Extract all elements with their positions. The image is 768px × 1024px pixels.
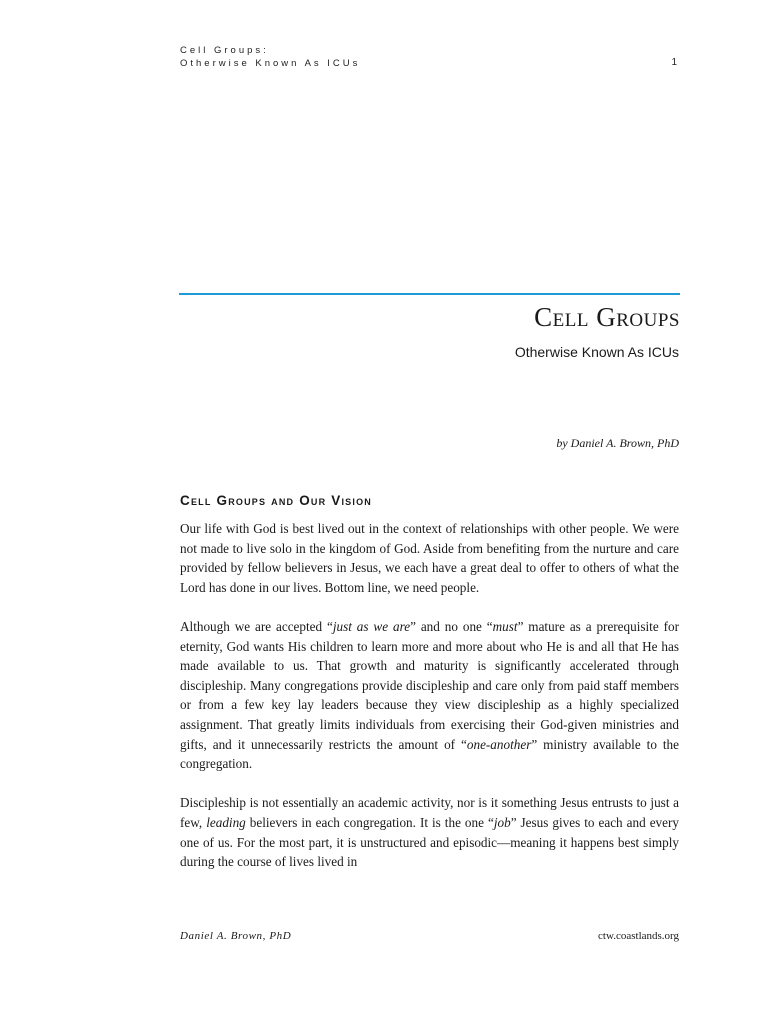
text-run: ” ministry available to the congregation. [180,736,679,772]
page-number: 1 [671,57,677,68]
text-run: Although we are accepted “ [180,618,333,634]
emphasis-text: just as we are [332,618,411,634]
emphasis-text: job [493,814,511,830]
paragraph-3 [180,793,679,871]
footer-website[interactable]: ctw.coastlands.org [598,930,679,942]
body-text [180,519,679,891]
text-run: Discipleship is not essentially an academic activity, nor is it something Jesus entrusts to just a few, [180,795,679,830]
running-title-line-1: Cell Groups: [180,45,269,56]
text-run: believers in each congregation. It is the one “ [245,814,494,830]
emphasis-text: leading [206,814,246,830]
text-run: ” Jesus gives to each and every one of us. For the most part, it is unstructured and episodic—meaning it happens best simply during the course of lives lived in [180,814,679,870]
document-subtitle: Otherwise Known As ICUs [514,344,679,360]
text-run: ” mature as a prerequisite for eternity, God wants His children to learn more and more about who He is and all that He has made available to us. That growth and maturity is significantly accelerated through discipleship. Many congregations provide discipleship and care only from paid staff members or from a few key lay leaders because they view discipleship as a highly specialized assignment. That greatly limits individuals from exercising their God-given ministries and gifts, and it unnecessarily restricts the amount of “ [180,618,679,752]
running-header [180,44,680,70]
emphasis-text: must [492,618,518,634]
paragraph-2 [180,617,679,774]
byline: by Daniel A. Brown, PhD [556,436,679,450]
document-title: Cell Groups [534,302,680,332]
title-rule [179,293,680,295]
section-heading: Cell Groups and Our Vision [180,493,372,508]
paragraph-1 [180,519,679,597]
running-title-line-2: Otherwise Known As ICUs [180,58,361,69]
footer-author: Daniel A. Brown, PhD [180,930,292,942]
text-run: ” and no one “ [410,618,493,634]
emphasis-text: one-another [466,736,532,752]
text-run: Our life with God is best lived out in the context of relationships with other people. We were not made to live solo in the kingdom of God. Aside from benefiting from the nurture and care provided by fellow believers in Jesus, we each have a great deal to offer to others of what the Lord has done in our lives. Bottom line, we need people. [180,521,679,595]
